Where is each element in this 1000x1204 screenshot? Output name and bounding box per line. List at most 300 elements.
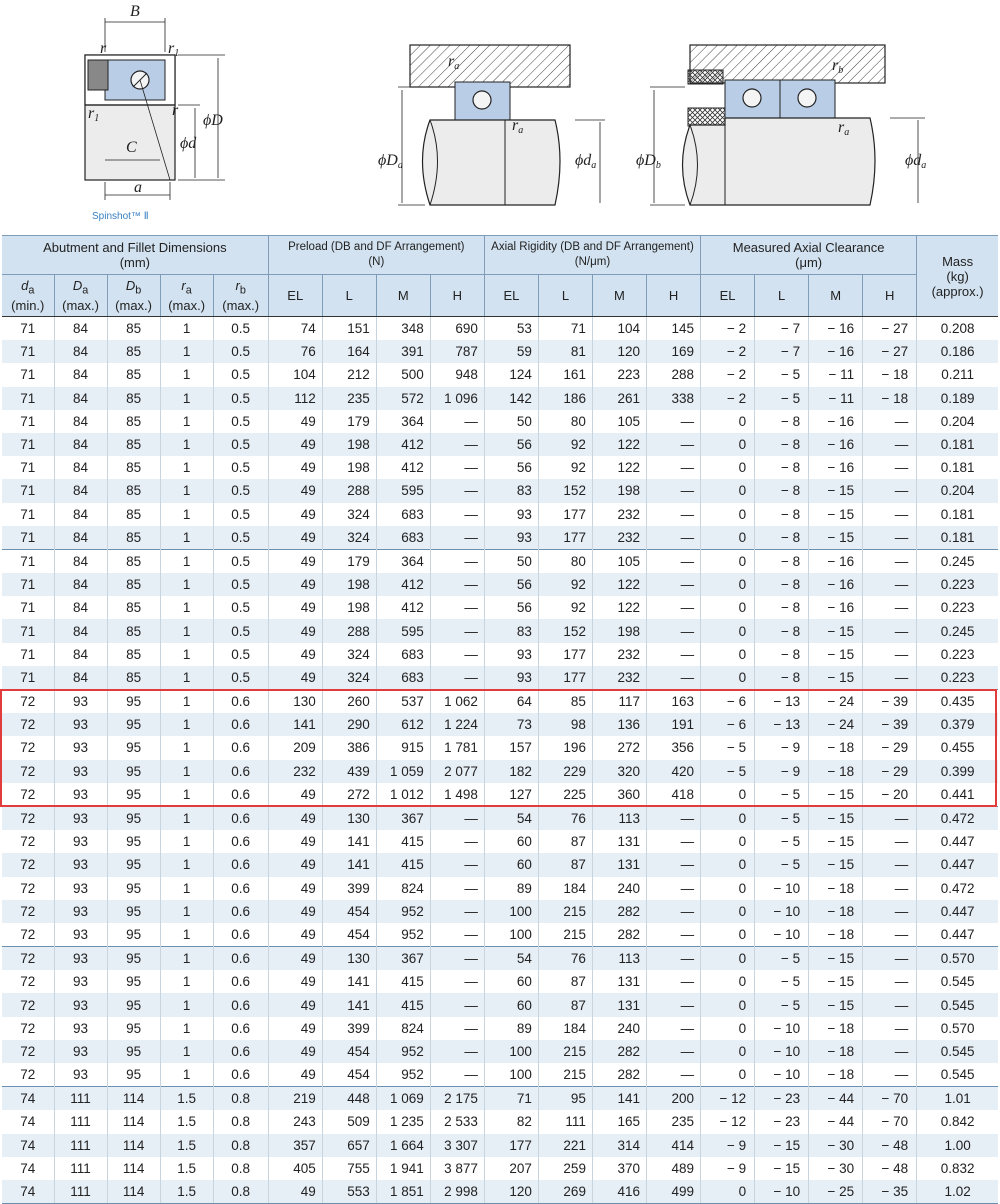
table-cell: 163	[646, 690, 700, 714]
table-cell: 93	[54, 970, 107, 993]
table-cell: 182	[484, 760, 538, 783]
table-cell: 0	[701, 853, 755, 876]
table-cell: 0	[701, 923, 755, 947]
table-cell: 1 941	[376, 1157, 430, 1180]
table-cell: 0.223	[917, 643, 998, 666]
table-cell: 93	[484, 503, 538, 526]
table-cell: —	[430, 923, 484, 947]
table-cell: 454	[322, 900, 376, 923]
table-cell: 489	[646, 1157, 700, 1180]
table-cell: 85	[107, 363, 160, 386]
table-cell: 177	[538, 666, 592, 690]
table-cell: 72	[2, 993, 54, 1016]
table-cell: 179	[322, 549, 376, 573]
table-cell: 177	[538, 526, 592, 550]
table-cell: 1 664	[376, 1134, 430, 1157]
table-cell: 0	[701, 1040, 755, 1063]
table-cell: 1	[160, 340, 213, 363]
table-cell: 0	[701, 947, 755, 971]
table-cell: —	[863, 806, 917, 830]
table-cell: 0.455	[917, 736, 998, 759]
table-cell: 49	[268, 830, 322, 853]
table-cell: 1 069	[376, 1087, 430, 1111]
table-cell: − 15	[809, 830, 863, 853]
table-cell: 215	[538, 1040, 592, 1063]
table-cell: 95	[107, 1040, 160, 1063]
table-cell: − 5	[755, 783, 809, 807]
bearing-spec-table	[2, 235, 998, 1204]
table-cell: —	[430, 1063, 484, 1087]
table-cell: 824	[376, 877, 430, 900]
table-cell: 54	[484, 947, 538, 971]
table-cell: —	[863, 666, 917, 690]
table-cell: 415	[376, 853, 430, 876]
table-cell: —	[863, 1040, 917, 1063]
table-cell: 84	[54, 643, 107, 666]
table-cell: − 15	[809, 947, 863, 971]
table-cell: 1 498	[430, 783, 484, 807]
table-cell: 0.5	[213, 573, 268, 596]
table-cell: − 12	[701, 1110, 755, 1133]
table-cell: 454	[322, 1063, 376, 1087]
table-cell: 49	[268, 549, 322, 573]
table-cell: —	[863, 619, 917, 642]
table-cell: 0.6	[213, 830, 268, 853]
table-cell: —	[863, 1017, 917, 1040]
tandem-mounting-diagram	[636, 45, 926, 205]
table-cell: 0.245	[917, 619, 998, 642]
table-cell: 282	[592, 1063, 646, 1087]
table-cell: − 8	[755, 596, 809, 619]
table-cell: 0.545	[917, 993, 998, 1016]
table-cell: − 15	[809, 619, 863, 642]
label-r: r	[100, 40, 107, 57]
table-cell: 114	[107, 1087, 160, 1111]
table-cell: 74	[20, 1114, 36, 1130]
table-cell: —	[430, 1040, 484, 1063]
table-cell: 370	[592, 1157, 646, 1180]
table-cell: —	[863, 853, 917, 876]
label-phi-da-tandem: ϕda	[905, 152, 927, 171]
table-cell: 1	[160, 573, 213, 596]
group-rigidity-header: Axial Rigidity (DB and DF Arrangement) (N/μm)	[484, 236, 700, 275]
group-clearance-header: Measured Axial Clearance (μm)	[701, 236, 917, 275]
table-cell: 1	[160, 1063, 213, 1087]
table-row	[2, 1017, 998, 1040]
table-cell: 73	[484, 713, 538, 736]
table-cell: 0	[701, 970, 755, 993]
table-cell: 141	[322, 853, 376, 876]
table-cell: 95	[107, 690, 160, 714]
table-cell: 272	[322, 783, 376, 807]
table-cell: − 29	[863, 760, 917, 783]
table-row	[2, 666, 998, 690]
table-cell: − 15	[809, 993, 863, 1016]
single-mounting-diagram	[378, 45, 605, 205]
table-cell: − 8	[755, 456, 809, 479]
table-cell: 49	[268, 1017, 322, 1040]
table-cell: − 10	[755, 1063, 809, 1087]
table-cell: 0.472	[917, 877, 998, 900]
table-cell: 113	[592, 947, 646, 971]
table-cell: 454	[322, 923, 376, 947]
table-cell: —	[863, 456, 917, 479]
table-cell: − 5	[701, 736, 755, 759]
table-cell: 1	[160, 456, 213, 479]
table-cell: 60	[484, 853, 538, 876]
table-cell: 282	[592, 900, 646, 923]
table-cell: 92	[538, 596, 592, 619]
table-cell: − 9	[701, 1134, 755, 1157]
table-cell: 71	[20, 460, 36, 476]
table-cell: − 8	[755, 666, 809, 690]
table-cell: 53	[484, 317, 538, 341]
table-cell: 290	[322, 713, 376, 736]
table-cell: 0.5	[213, 666, 268, 690]
table-cell: 71	[2, 340, 54, 363]
table-cell: 386	[322, 736, 376, 759]
table-cell: − 18	[809, 877, 863, 900]
table-cell: 243	[268, 1110, 322, 1133]
table-row	[2, 923, 998, 947]
table-cell: 95	[107, 1063, 160, 1087]
table-cell: 92	[538, 433, 592, 456]
table-cell: 1 059	[376, 760, 430, 783]
table-cell: 49	[268, 1063, 322, 1087]
table-cell: 0.5	[213, 596, 268, 619]
table-cell: 93	[54, 853, 107, 876]
table-cell: 0	[701, 573, 755, 596]
table-cell: 60	[484, 970, 538, 993]
col-rb: $r_b$ (max.)	[213, 275, 268, 317]
table-cell: 412	[376, 433, 430, 456]
table-cell: 56	[484, 573, 538, 596]
table-cell: 0	[701, 596, 755, 619]
table-cell: 235	[322, 387, 376, 410]
table-cell: 0.447	[917, 923, 998, 947]
table-row	[2, 1063, 998, 1087]
table-row	[2, 456, 998, 479]
table-cell: 412	[376, 596, 430, 619]
table-cell: —	[430, 456, 484, 479]
table-cell: 131	[592, 853, 646, 876]
table-cell: 93	[54, 900, 107, 923]
table-cell: 0.5	[213, 526, 268, 550]
label-phi-d: ϕd	[180, 135, 197, 152]
table-cell: 1 012	[376, 783, 430, 807]
table-cell: 0.8	[213, 1110, 268, 1133]
table-cell: 0.6	[213, 993, 268, 1016]
col-preload-m: M	[376, 275, 430, 317]
table-cell: —	[430, 970, 484, 993]
table-cell: 72	[20, 974, 36, 990]
table-cell: 111	[54, 1110, 107, 1133]
table-cell: 0	[701, 1017, 755, 1040]
table-cell: 0.8	[213, 1087, 268, 1111]
table-cell: —	[646, 806, 700, 830]
label-phi-da: ϕda	[575, 152, 597, 171]
table-cell: 80	[538, 549, 592, 573]
table-cell: 416	[592, 1180, 646, 1204]
table-cell: 412	[376, 456, 430, 479]
table-cell: 0.447	[917, 830, 998, 853]
table-cell: 100	[484, 923, 538, 947]
table-cell: 64	[484, 690, 538, 714]
table-cell: 412	[376, 573, 430, 596]
table-row	[2, 410, 998, 433]
table-cell: 0.6	[213, 736, 268, 759]
table-cell: 232	[592, 643, 646, 666]
table-cell: − 5	[755, 947, 809, 971]
table-cell: —	[863, 947, 917, 971]
table-cell: 120	[592, 340, 646, 363]
table-cell: 1	[160, 317, 213, 341]
table-cell: − 8	[755, 643, 809, 666]
table-cell: —	[430, 573, 484, 596]
table-cell: − 18	[863, 363, 917, 386]
table-cell: − 16	[809, 573, 863, 596]
table-cell: 72	[20, 926, 36, 942]
table-cell: − 5	[755, 363, 809, 386]
table-cell: 111	[538, 1110, 592, 1133]
table-cell: 324	[322, 526, 376, 550]
table-cell: − 5	[755, 970, 809, 993]
table-cell: 356	[646, 736, 700, 759]
table-cell: 0.5	[213, 619, 268, 642]
table-cell: —	[863, 433, 917, 456]
table-cell: —	[646, 1063, 700, 1087]
table-cell: 100	[484, 1040, 538, 1063]
table-cell: 0.5	[213, 363, 268, 386]
table-cell: 288	[646, 363, 700, 386]
col-rigidity-el: EL	[484, 275, 538, 317]
table-cell: 1	[160, 479, 213, 502]
table-cell: 85	[107, 410, 160, 433]
table-cell: − 16	[809, 410, 863, 433]
table-cell: 71	[2, 387, 54, 410]
table-row	[2, 877, 998, 900]
table-cell: − 11	[809, 387, 863, 410]
table-cell: —	[430, 479, 484, 502]
table-cell: − 8	[755, 619, 809, 642]
table-cell: 49	[268, 526, 322, 550]
table-cell: 229	[538, 760, 592, 783]
table-cell: − 11	[809, 363, 863, 386]
table-cell: 105	[592, 410, 646, 433]
table-cell: 198	[322, 596, 376, 619]
table-cell: 948	[430, 363, 484, 386]
table-cell: − 7	[755, 340, 809, 363]
table-row	[2, 1110, 998, 1133]
table-cell: 0.5	[213, 456, 268, 479]
table-cell: —	[646, 549, 700, 573]
table-cell: 0	[701, 666, 755, 690]
table-cell: 93	[54, 947, 107, 971]
table-cell: − 16	[809, 456, 863, 479]
table-cell: —	[430, 526, 484, 550]
table-cell: − 18	[809, 760, 863, 783]
table-cell: − 44	[809, 1110, 863, 1133]
table-cell: − 15	[809, 853, 863, 876]
table-cell: − 10	[755, 900, 809, 923]
table-cell: 198	[322, 573, 376, 596]
table-cell: 787	[430, 340, 484, 363]
table-cell: − 2	[701, 317, 755, 341]
table-cell: 74	[2, 1087, 54, 1111]
table-cell: 0.447	[917, 853, 998, 876]
table-cell: 84	[54, 410, 107, 433]
table-cell: 49	[268, 970, 322, 993]
table-cell: 49	[268, 900, 322, 923]
table-cell: − 15	[809, 970, 863, 993]
table-cell: 84	[54, 340, 107, 363]
table-row	[2, 526, 998, 550]
table-cell: 130	[322, 947, 376, 971]
table-row	[2, 1087, 998, 1111]
table-cell: —	[646, 970, 700, 993]
col-rigidity-m: M	[592, 275, 646, 317]
table-cell: − 8	[755, 503, 809, 526]
table-cell: 95	[107, 736, 160, 759]
table-cell: 509	[322, 1110, 376, 1133]
table-cell: 122	[592, 573, 646, 596]
table-cell: 414	[646, 1134, 700, 1157]
table-cell: 50	[484, 549, 538, 573]
table-cell: 0.208	[917, 317, 998, 341]
table-cell: − 30	[809, 1134, 863, 1157]
table-cell: —	[863, 993, 917, 1016]
table-cell: 0.8	[213, 1134, 268, 1157]
table-cell: 93	[54, 1063, 107, 1087]
table-cell: 145	[646, 317, 700, 341]
table-cell: 93	[54, 783, 107, 807]
table-cell: 0.570	[917, 947, 998, 971]
table-row	[2, 643, 998, 666]
table-cell: 0	[701, 1063, 755, 1087]
table-cell: 1	[160, 526, 213, 550]
table-cell: 179	[322, 410, 376, 433]
table-cell: 72	[2, 760, 54, 783]
table-cell: 0	[701, 479, 755, 502]
table-cell: 104	[592, 317, 646, 341]
table-cell: 0	[701, 900, 755, 923]
table-cell: − 8	[755, 526, 809, 550]
table-cell: 84	[54, 619, 107, 642]
table-cell: − 6	[701, 690, 755, 714]
table-cell: 405	[268, 1157, 322, 1180]
table-row	[2, 1157, 998, 1180]
col-preload-l: L	[322, 275, 376, 317]
mass-header: Mass (kg) (approx.)	[917, 236, 998, 317]
table-cell: 92	[538, 456, 592, 479]
table-cell: − 2	[701, 387, 755, 410]
table-cell: − 2	[701, 340, 755, 363]
table-cell: 84	[54, 479, 107, 502]
table-cell: 357	[268, 1134, 322, 1157]
table-cell: 0.6	[213, 690, 268, 714]
table-cell: —	[646, 619, 700, 642]
table-cell: 1	[160, 877, 213, 900]
table-cell: 169	[646, 340, 700, 363]
table-cell: − 5	[755, 387, 809, 410]
table-cell: 72	[20, 880, 36, 896]
table-cell: 82	[484, 1110, 538, 1133]
col-clearance-l: L	[755, 275, 809, 317]
table-cell: 89	[484, 1017, 538, 1040]
col-preload-h: H	[430, 275, 484, 317]
table-cell: − 27	[863, 340, 917, 363]
table-cell: —	[863, 479, 917, 502]
table-cell: 95	[107, 806, 160, 830]
table-cell: 391	[376, 340, 430, 363]
table-cell: 177	[538, 643, 592, 666]
table-cell: 1	[160, 363, 213, 386]
table-cell: 0.223	[917, 596, 998, 619]
table-cell: 141	[268, 713, 322, 736]
table-cell: 320	[592, 760, 646, 783]
table-cell: 93	[484, 526, 538, 550]
table-cell: 84	[54, 503, 107, 526]
table-cell: 93	[54, 993, 107, 1016]
table-cell: 415	[376, 970, 430, 993]
table-cell: 71	[20, 367, 36, 383]
table-cell: 49	[268, 853, 322, 876]
table-cell: —	[646, 947, 700, 971]
table-cell: 1 235	[376, 1110, 430, 1133]
table-cell: − 70	[863, 1087, 917, 1111]
table-cell: − 16	[809, 433, 863, 456]
table-cell: 952	[376, 1040, 430, 1063]
table-row	[2, 317, 998, 341]
table-cell: 72	[2, 713, 54, 736]
table-row	[2, 760, 998, 783]
table-cell: 1	[160, 387, 213, 410]
table-cell: 130	[268, 690, 322, 714]
table-cell: 112	[268, 387, 322, 410]
table-cell: 0.435	[917, 690, 998, 714]
table-cell: 95	[107, 1017, 160, 1040]
table-cell: 269	[538, 1180, 592, 1204]
table-cell: 0.379	[917, 713, 998, 736]
table-cell: —	[863, 643, 917, 666]
table-cell: —	[646, 923, 700, 947]
table-cell: 0	[701, 993, 755, 1016]
label-phi-Da: ϕDa	[378, 152, 403, 171]
table-cell: − 9	[755, 760, 809, 783]
table-cell: 338	[646, 387, 700, 410]
table-cell: − 39	[863, 713, 917, 736]
table-cell: —	[646, 456, 700, 479]
label-ra-shaft: ra	[512, 117, 524, 136]
table-cell: 72	[2, 900, 54, 923]
table-cell: 49	[268, 643, 322, 666]
table-cell: 595	[376, 619, 430, 642]
table-row	[2, 433, 998, 456]
table-cell: 122	[592, 596, 646, 619]
table-cell: 85	[107, 643, 160, 666]
table-cell: 1 096	[430, 387, 484, 410]
table-cell: 54	[484, 806, 538, 830]
table-cell: 399	[322, 1017, 376, 1040]
table-cell: 657	[322, 1134, 376, 1157]
table-cell: —	[646, 433, 700, 456]
table-body	[2, 317, 998, 1204]
table-cell: 282	[592, 1040, 646, 1063]
table-cell: 71	[2, 573, 54, 596]
table-cell: 2 533	[430, 1110, 484, 1133]
table-cell: − 24	[809, 713, 863, 736]
table-row	[2, 387, 998, 410]
